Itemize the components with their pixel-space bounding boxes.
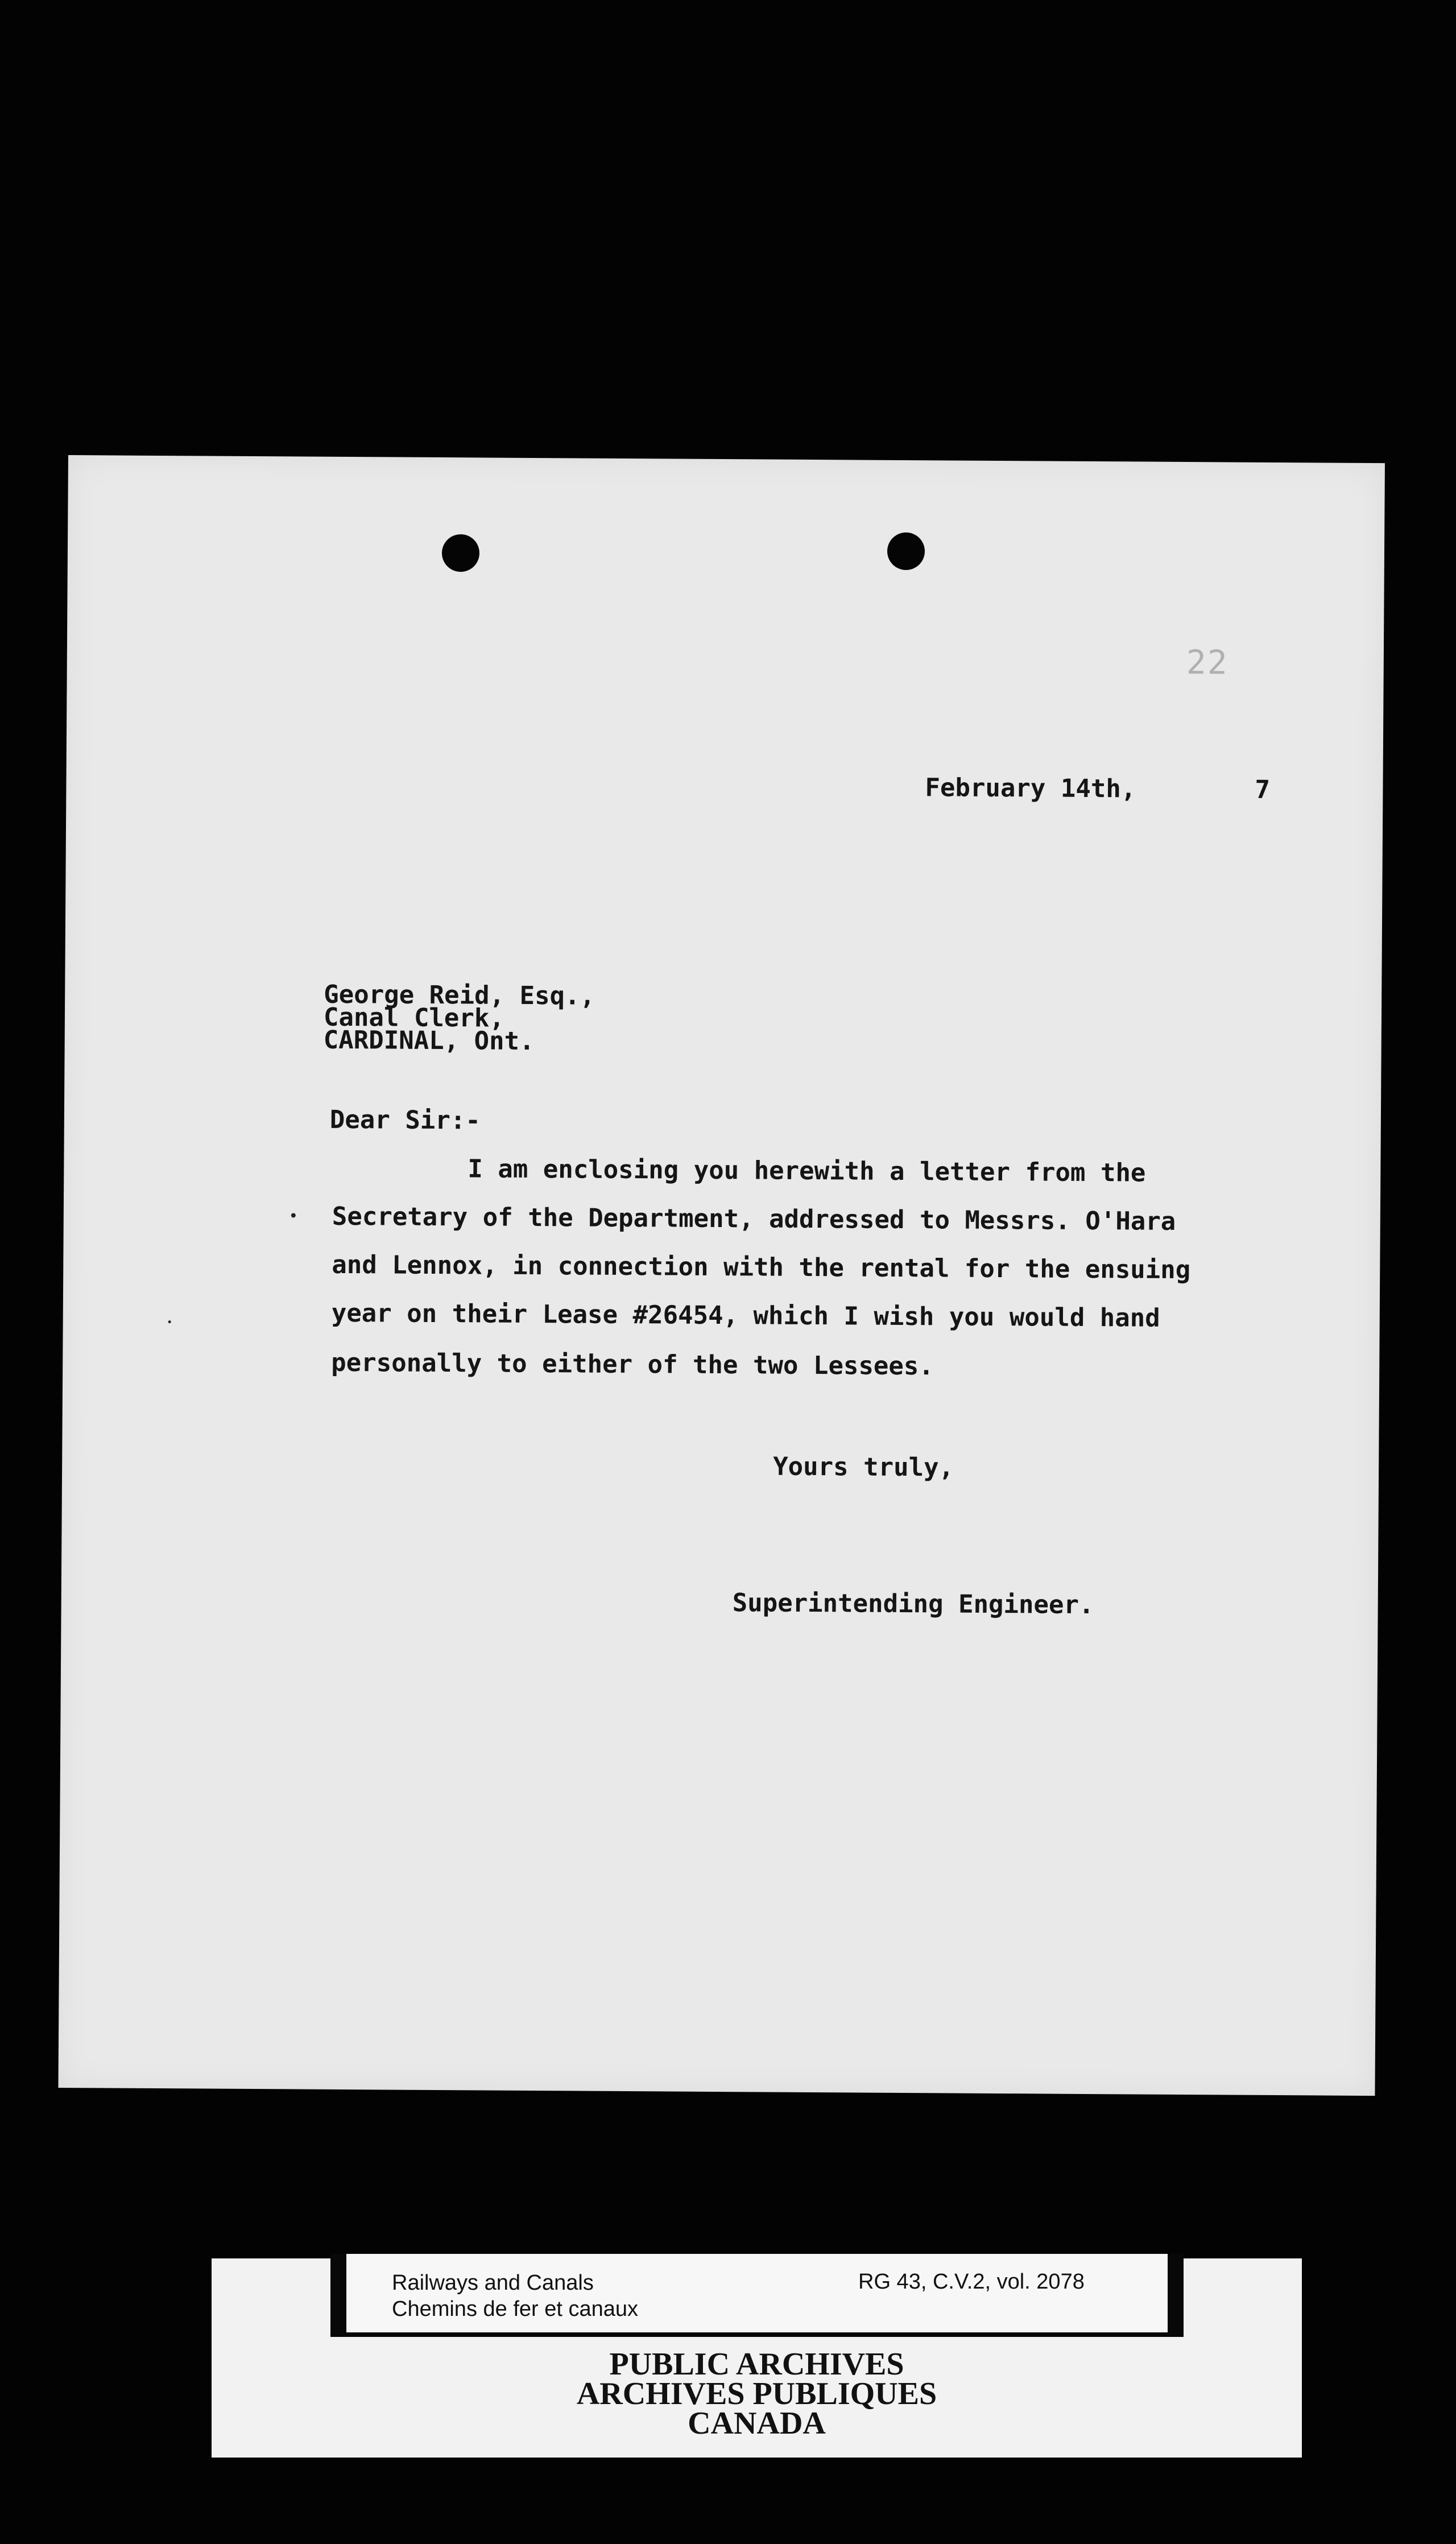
folio-number: 22 (1186, 643, 1228, 682)
letter-date: February 14th, (925, 773, 1136, 804)
paper-speck (168, 1320, 171, 1323)
recipient-location: CARDINAL, Ont. (323, 1025, 535, 1056)
letter-sheet (58, 455, 1384, 2096)
salutation: Dear Sir:- (329, 1105, 481, 1135)
body-line-2: Secretary of the Department, addressed to Messrs. O'Hara (332, 1201, 1176, 1236)
archive-reference: RG 43, C.V.2, vol. 2078 (858, 2270, 1085, 2294)
archive-reference-strip (330, 2254, 1184, 2337)
recipient-name: George Reid, Esq., (324, 980, 595, 1011)
body-line-3: and Lennox, in connection with the rental for the ensuing (332, 1250, 1191, 1285)
punch-hole-right (887, 532, 925, 570)
closing: Yours truly, (773, 1452, 954, 1482)
punch-hole-left (442, 534, 479, 572)
archive-institution (212, 2347, 1302, 2441)
letter-date-year: 7 (1255, 775, 1271, 804)
institution-french: ARCHIVES PUBLIQUES (576, 2376, 937, 2411)
collection-english: Railways and Canals (392, 2271, 594, 2295)
collection-french: Chemins de fer et canaux (392, 2297, 639, 2321)
body-line-4: year on their Lease #26454, which I wish you would hand (331, 1298, 1160, 1333)
institution-english: PUBLIC ARCHIVES (609, 2347, 904, 2382)
recipient-title: Canal Clerk, (323, 1002, 505, 1033)
body-line-1: I am enclosing you herewith a letter from the (468, 1154, 1146, 1188)
signature-title: Superintending Engineer. (732, 1588, 1094, 1620)
paper-speck (291, 1213, 296, 1217)
archive-collection (392, 2270, 638, 2322)
institution-country: CANADA (688, 2406, 826, 2441)
body-line-5: personally to either of the two Lessees. (331, 1348, 934, 1381)
